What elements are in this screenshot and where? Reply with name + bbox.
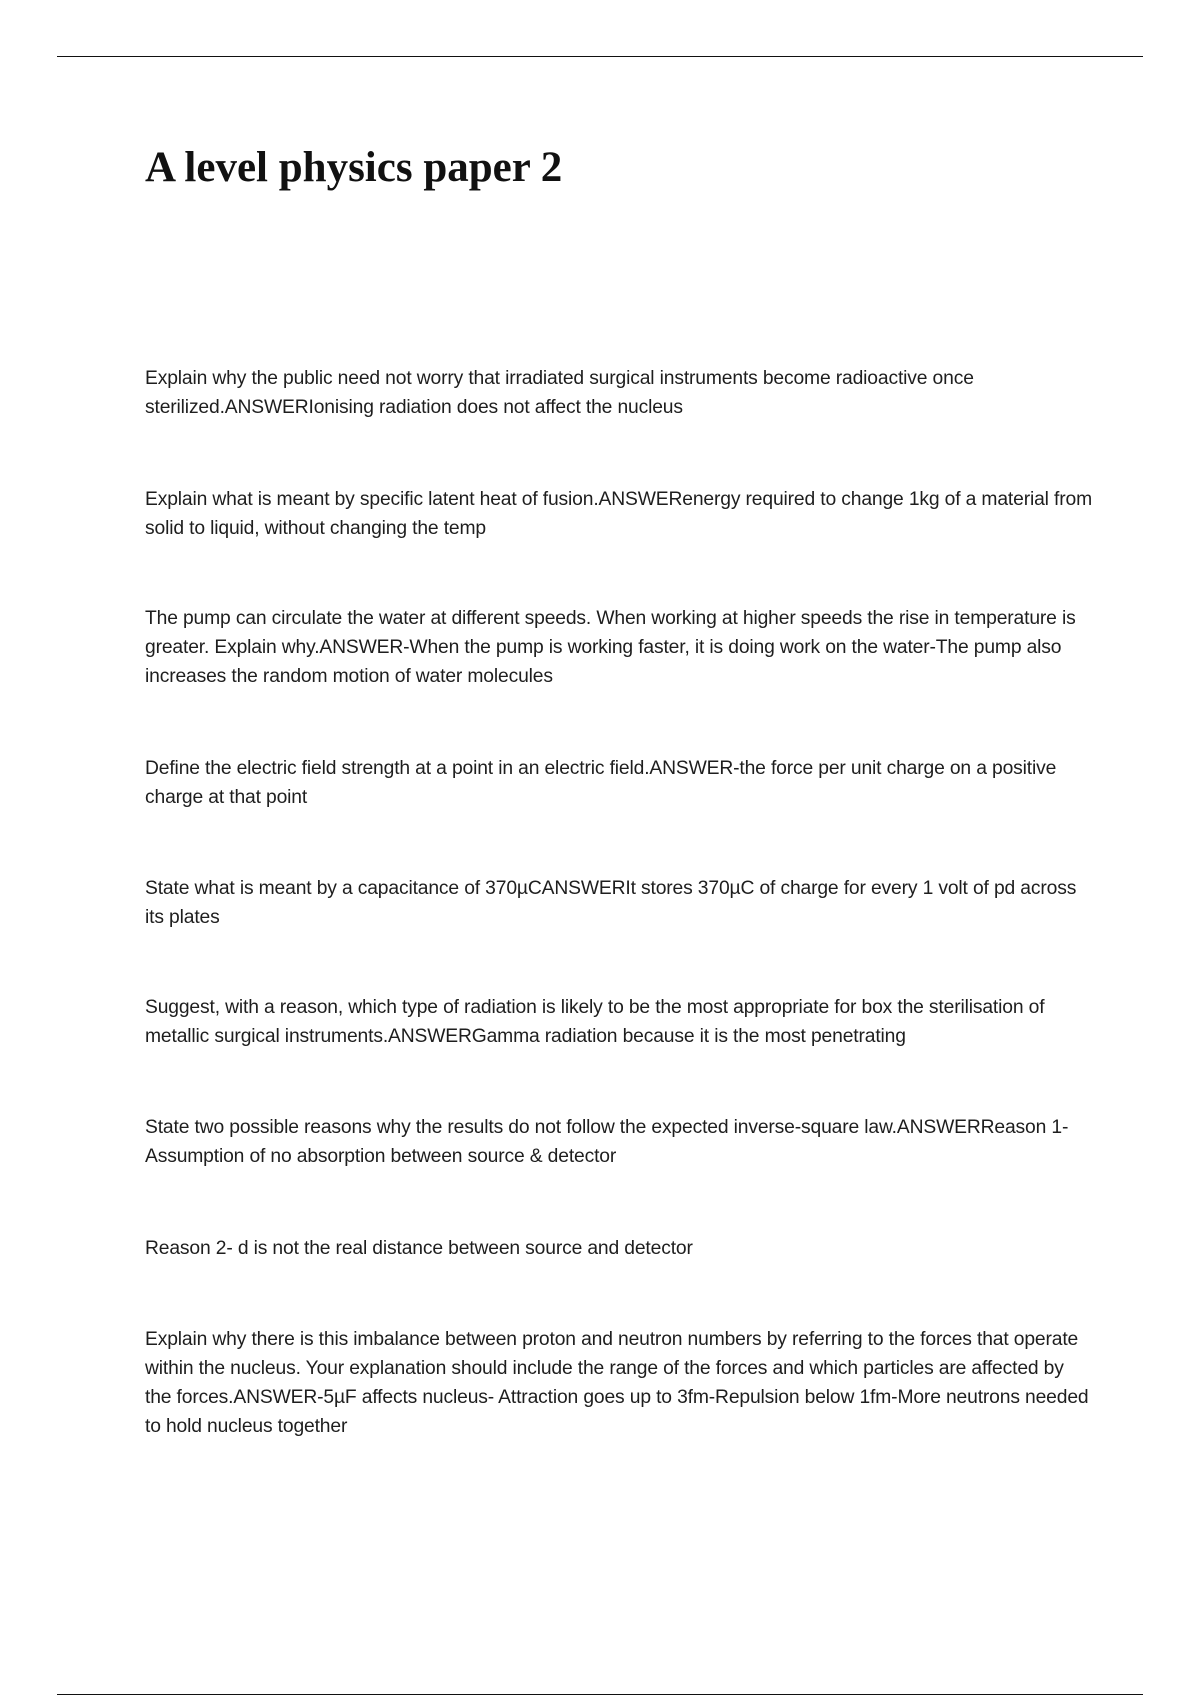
qa-entry-1: Explain why the public need not worry that irradiated surgical instruments become radioactive once sterilized.ANSWERIonising radiation does not affect the nucleus — [145, 368, 974, 418]
qa-entry-5: State what is meant by a capacitance of 370µCANSWERIt stores 370µC of charge for every 1 volt of pd across its plates — [145, 878, 1077, 928]
qa-entry-9: Explain why there is this imbalance between proton and neutron numbers by referring to the forces that operate within the nucleus. Your explanation should include the range of the forces and which particles are affected by the forces.ANSWER-5µF affects nucleus- Attraction goes up to 3fm-Repulsion below 1fm-More neutrons needed to hold nucleus together — [145, 1329, 1089, 1437]
bottom-divider — [57, 1694, 1143, 1695]
page-title: A level physics paper 2 — [145, 144, 563, 191]
qa-entry-3: The pump can circulate the water at different speeds. When working at higher speeds the rise in temperature is greater. Explain why.ANSWER-When the pump is working faster, it is doing work on the water-The pump also increases the random motion of water molecules — [145, 608, 1076, 687]
qa-entry-7: State two possible reasons why the results do not follow the expected inverse-square law.ANSWERReason 1- Assumption of no absorption between source & detector — [145, 1117, 1069, 1167]
qa-entry-2: Explain what is meant by specific latent heat of fusion.ANSWERenergy required to change 1kg of a material from solid to liquid, without changing the temp — [145, 489, 1092, 539]
qa-entry-6: Suggest, with a reason, which type of radiation is likely to be the most appropriate for box the sterilisation of metallic surgical instruments.ANSWERGamma radiation because it is the most penetrating — [145, 997, 1045, 1047]
qa-entry-8: Reason 2- d is not the real distance between source and detector — [145, 1238, 693, 1259]
qa-entry-4: Define the electric field strength at a point in an electric field.ANSWER-the force per unit charge on a positive charge at that point — [145, 758, 1057, 808]
top-divider — [57, 56, 1143, 57]
